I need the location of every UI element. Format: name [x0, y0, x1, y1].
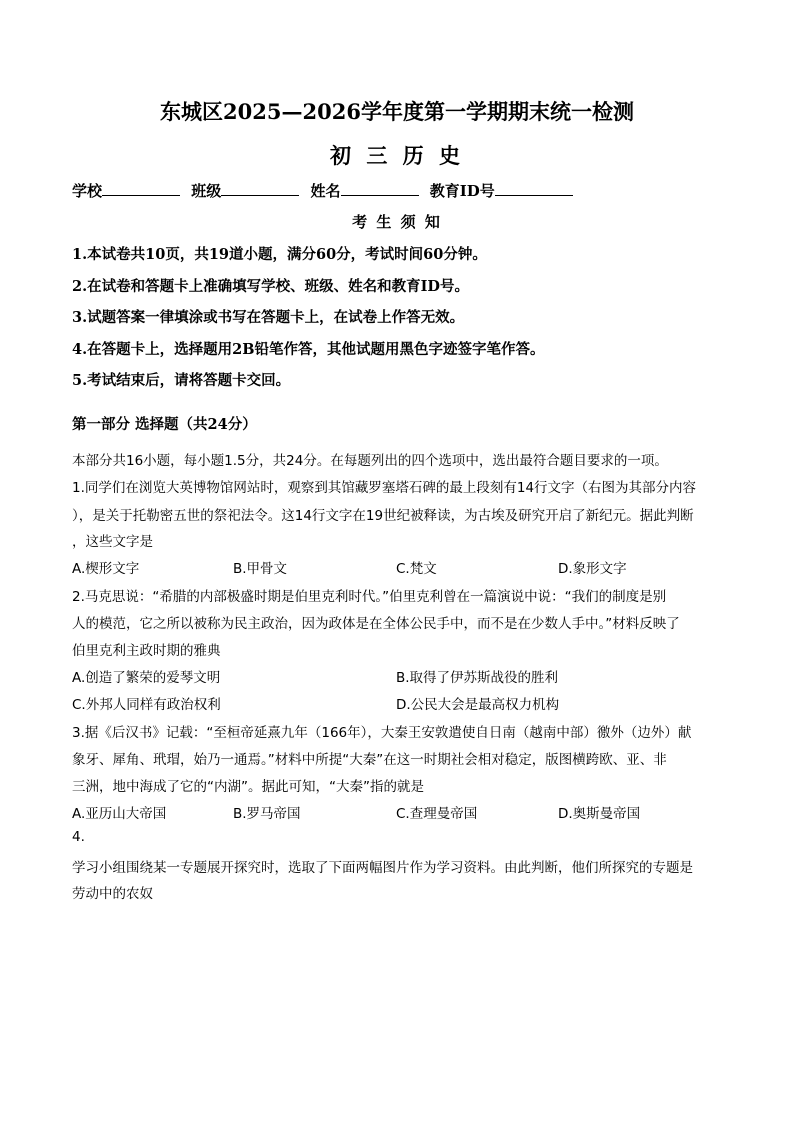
- question-4-line: 学习小组围绕某一专题展开探究时，选取了下面两幅图片作为学习资料。由此判断，他们所探究的专题是: [72, 860, 693, 876]
- id-blank: [495, 181, 573, 196]
- question-1-line: 1.同学们在浏览大英博物馆网站时，观察到其馆藏罗塞塔石碑的最上段刻有14行文字（右图为其部分内容: [72, 480, 697, 496]
- question-2-option-c: C.外邦人同样有政治权利: [72, 697, 221, 713]
- question-2-option-a: A.创造了繁荣的爱琴文明: [72, 670, 221, 686]
- class-label: 班级: [191, 182, 222, 200]
- question-3-line: 三洲，地中海成了它的“内湖”。据此可知，“大秦”指的就是: [72, 779, 424, 795]
- question-3-option-a: A.亚历山大帝国: [72, 806, 167, 822]
- question-1-line: ），是关于托勒密五世的祭祀法令。这14行文字在19世纪被释读，为古埃及研究开启了新纪元。据此判断: [72, 508, 694, 524]
- notice-rule: 4.在答题卡上，选择题用2B铅笔作答，其他试题用黑色字迹签字笔作答。: [72, 341, 545, 358]
- student-info-row: [72, 180, 579, 201]
- question-3-option-d: D.奥斯曼帝国: [558, 806, 641, 822]
- name-blank: [341, 181, 419, 196]
- question-1-option-b: B.甲骨文: [233, 561, 288, 577]
- notice-heading: 考 生 须 知: [352, 213, 442, 231]
- id-label: 教育ID号: [429, 182, 495, 200]
- question-2-option-b: B.取得了伊苏斯战役的胜利: [396, 670, 559, 686]
- question-3-line: 3.据《后汉书》记载：“至桓帝延熹九年（166年），大秦王安敦遣使自日南（越南中部）徼外（边外）献: [72, 725, 692, 741]
- subject-title: 初 三 历 史: [330, 143, 464, 168]
- class-blank: [221, 181, 299, 196]
- school-blank: [102, 181, 180, 196]
- notice-rule: 2.在试卷和答题卡上准确填写学校、班级、姓名和教育ID号。: [72, 278, 469, 295]
- question-2-line: 伯里克利主政时期的雅典: [72, 643, 221, 659]
- school-label: 学校: [72, 182, 103, 200]
- name-label: 姓名: [310, 182, 341, 200]
- question-3-option-b: B.罗马帝国: [233, 806, 301, 822]
- question-2-option-d: D.公民大会是最高权力机构: [396, 697, 560, 713]
- question-1-option-d: D.象形文字: [558, 561, 627, 577]
- question-4-line: 劳动中的农奴: [72, 886, 153, 902]
- question-1-option-c: C.梵文: [396, 561, 437, 577]
- exam-title: 东城区2025—2026学年度第一学期期末统一检测: [160, 99, 634, 124]
- notice-rule: 1.本试卷共10页，共19道小题，满分60分，考试时间60分钟。: [72, 246, 487, 263]
- question-1-line: ，这些文字是: [72, 534, 153, 550]
- question-2-line: 人的模范，它之所以被称为民主政治，因为政体是在全体公民手中，而不是在少数人手中。”材料反映了: [72, 616, 680, 632]
- notice-rule: 5.考试结束后，请将答题卡交回。: [72, 372, 291, 389]
- question-2-line: 2.马克思说：“希腊的内部极盛时期是伯里克利时代。”伯里克利曾在一篇演说中说：“我们的制度是别: [72, 589, 667, 605]
- question-4-number: 4.: [72, 829, 85, 845]
- question-3-option-c: C.查理曼帝国: [396, 806, 478, 822]
- part1-instruction: 本部分共16小题，每小题1.5分，共24分。在每题列出的四个选项中，选出最符合题目要求的一项。: [72, 453, 668, 469]
- part1-heading: 第一部分 选择题（共24分）: [72, 416, 257, 433]
- question-1-option-a: A.楔形文字: [72, 561, 140, 577]
- question-3-line: 象牙、犀角、玳瑁，始乃一通焉。”材料中所提“大秦”在这一时期社会相对稳定，版图横跨欧、亚、非: [72, 752, 667, 768]
- notice-rule: 3.试题答案一律填涂或书写在答题卡上，在试卷上作答无效。: [72, 309, 465, 326]
